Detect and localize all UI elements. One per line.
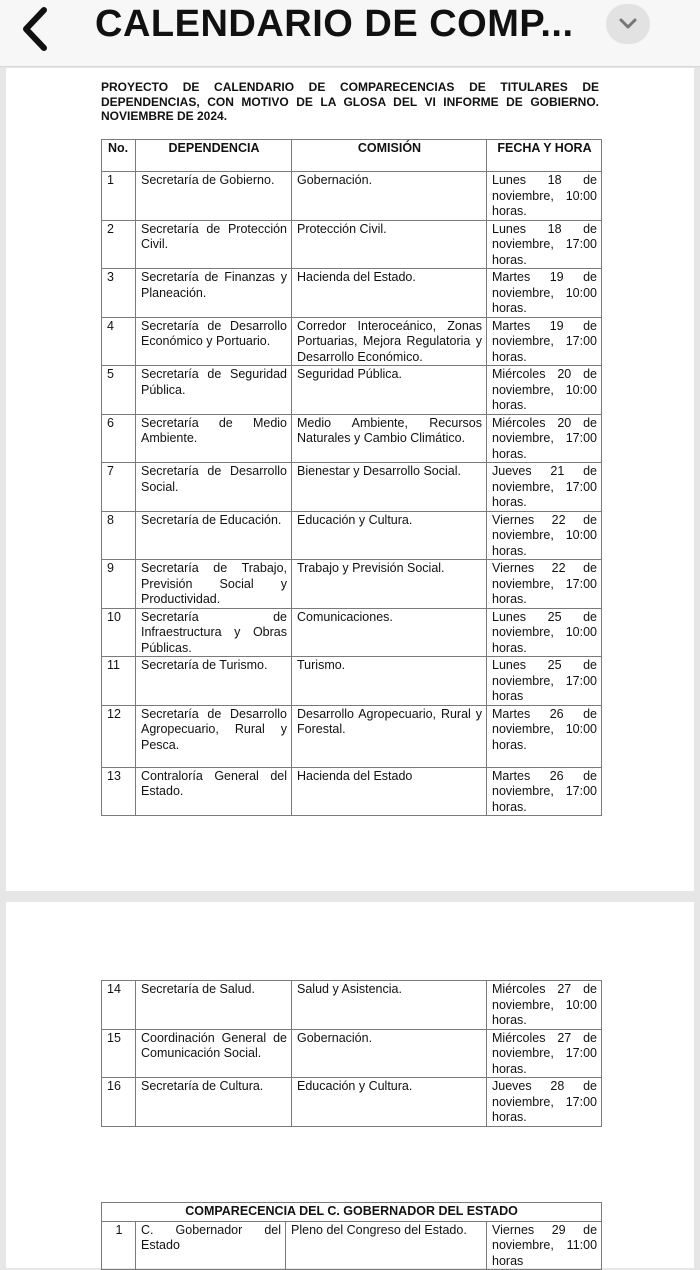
cell-no: 13 [102,767,136,816]
document-heading: PROYECTO DE CALENDARIO DE COMPARECENCIAS DE TITULARES DE DEPENDENCIAS, CON MOTIVO DE LA GLOSA DEL VI INFORME DE GOBIERNO. NOVIEMBRE DE 2024. [101,80,599,123]
cell-comision: Turismo. [292,657,487,706]
cell-comision: Trabajo y Previsión Social. [292,560,487,609]
cell-no: 8 [102,511,136,560]
cell-dependencia: Secretaría de Turismo. [136,657,292,706]
document-page-2[interactable] [6,902,694,1268]
column-header-fecha: FECHA Y HORA [487,140,602,172]
cell-fecha: Lunes 18 de noviembre, 10:00 horas. [487,172,602,221]
table-row [102,172,602,221]
table-row [102,220,602,269]
cell-comision: Pleno del Congreso del Estado. [286,1221,487,1270]
cell-comision: Hacienda del Estado. [292,269,487,318]
governor-table [101,1202,602,1270]
cell-fecha: Martes 26 de noviembre, 10:00 horas. [487,705,602,767]
cell-dependencia: Secretaría de Protección Civil. [136,220,292,269]
table-row [102,981,602,1030]
cell-dependencia: Secretaría de Seguridad Pública. [136,366,292,415]
cell-fecha: Viernes 22 de noviembre, 10:00 horas. [487,511,602,560]
table-row [102,608,602,657]
table-row [102,463,602,512]
cell-comision: Educación y Cultura. [292,511,487,560]
cell-dependencia: C. Gobernador del Estado [136,1221,286,1270]
back-button[interactable] [10,4,60,54]
cell-comision: Gobernación. [292,172,487,221]
cell-comision: Desarrollo Agropecuario, Rural y Forestal. [292,705,487,767]
document-page-1[interactable] [6,68,694,891]
cell-comision: Protección Civil. [292,220,487,269]
schedule-table-continued [101,980,602,1127]
cell-comision: Gobernación. [292,1029,487,1078]
cell-dependencia: Secretaría de Medio Ambiente. [136,414,292,463]
schedule-table [101,139,602,816]
table-row [102,511,602,560]
cell-fecha: Miércoles 20 de noviembre, 17:00 horas. [487,414,602,463]
cell-dependencia: Secretaría de Desarrollo Social. [136,463,292,512]
table-row [102,705,602,767]
cell-fecha: Miércoles 27 de noviembre, 17:00 horas. [487,1029,602,1078]
cell-no: 15 [102,1029,136,1078]
column-header-no: No. [102,140,136,172]
cell-fecha: Viernes 29 de noviembre, 11:00 horas [487,1221,602,1270]
cell-no: 11 [102,657,136,706]
cell-no: 14 [102,981,136,1030]
cell-comision: Bienestar y Desarrollo Social. [292,463,487,512]
table-row [102,269,602,318]
chevron-down-icon [618,17,638,31]
cell-fecha: Miércoles 27 de noviembre, 10:00 horas. [487,981,602,1030]
cell-dependencia: Secretaría de Cultura. [136,1078,292,1127]
cell-fecha: Lunes 18 de noviembre, 17:00 horas. [487,220,602,269]
cell-no: 10 [102,608,136,657]
cell-comision: Seguridad Pública. [292,366,487,415]
table-row [102,1221,602,1270]
cell-no: 3 [102,269,136,318]
cell-dependencia: Secretaría de Educación. [136,511,292,560]
table-row [102,767,602,816]
cell-fecha: Miércoles 20 de noviembre, 10:00 horas. [487,366,602,415]
cell-comision: Corredor Interoceánico, Zonas Portuarias, Mejora Regulatoria y Desarrollo Económico. [292,317,487,366]
cell-dependencia: Coordinación General de Comunicación Social. [136,1029,292,1078]
cell-fecha: Martes 19 de noviembre, 17:00 horas. [487,317,602,366]
cell-dependencia: Secretaría de Trabajo, Previsión Social y Productividad. [136,560,292,609]
cell-dependencia: Secretaría de Infraestructura y Obras Públicas. [136,608,292,657]
cell-no: 1 [102,172,136,221]
cell-fecha: Martes 19 de noviembre, 10:00 horas. [487,269,602,318]
document-title: CALENDARIO DE COMP... [95,3,574,45]
cell-fecha: Lunes 25 de noviembre, 17:00 horas [487,657,602,706]
cell-dependencia: Secretaría de Salud. [136,981,292,1030]
cell-dependencia: Secretaría de Desarrollo Económico y Portuario. [136,317,292,366]
table-row [102,1078,602,1127]
table-row [102,560,602,609]
cell-no: 6 [102,414,136,463]
cell-no: 5 [102,366,136,415]
cell-no: 1 [102,1221,136,1270]
cell-fecha: Lunes 25 de noviembre, 10:00 horas. [487,608,602,657]
table-row [102,414,602,463]
cell-comision: Comunicaciones. [292,608,487,657]
table-row [102,366,602,415]
cell-fecha: Jueves 21 de noviembre, 17:00 horas. [487,463,602,512]
app-header [0,0,700,67]
cell-dependencia: Secretaría de Desarrollo Agropecuario, Rural y Pesca. [136,705,292,767]
chevron-left-icon [20,7,50,51]
governor-heading-row [102,1203,602,1222]
cell-comision: Medio Ambiente, Recursos Naturales y Cambio Climático. [292,414,487,463]
cell-no: 7 [102,463,136,512]
column-header-dependencia: DEPENDENCIA [136,140,292,172]
cell-no: 4 [102,317,136,366]
table-row [102,657,602,706]
cell-no: 12 [102,705,136,767]
cell-comision: Salud y Asistencia. [292,981,487,1030]
cell-fecha: Jueves 28 de noviembre, 17:00 horas. [487,1078,602,1127]
table-row [102,317,602,366]
cell-no: 2 [102,220,136,269]
cell-fecha: Martes 26 de noviembre, 17:00 horas. [487,767,602,816]
table-row [102,1029,602,1078]
cell-no: 16 [102,1078,136,1127]
cell-comision: Hacienda del Estado [292,767,487,816]
more-options-button[interactable] [606,4,650,44]
cell-comision: Educación y Cultura. [292,1078,487,1127]
governor-heading: COMPARECENCIA DEL C. GOBERNADOR DEL ESTADO [102,1203,602,1222]
cell-dependencia: Secretaría de Finanzas y Planeación. [136,269,292,318]
column-header-comision: COMISIÓN [292,140,487,172]
cell-dependencia: Secretaría de Gobierno. [136,172,292,221]
cell-no: 9 [102,560,136,609]
cell-fecha: Viernes 22 de noviembre, 17:00 horas. [487,560,602,609]
cell-dependencia: Contraloría General del Estado. [136,767,292,816]
table-header-row [102,140,602,172]
